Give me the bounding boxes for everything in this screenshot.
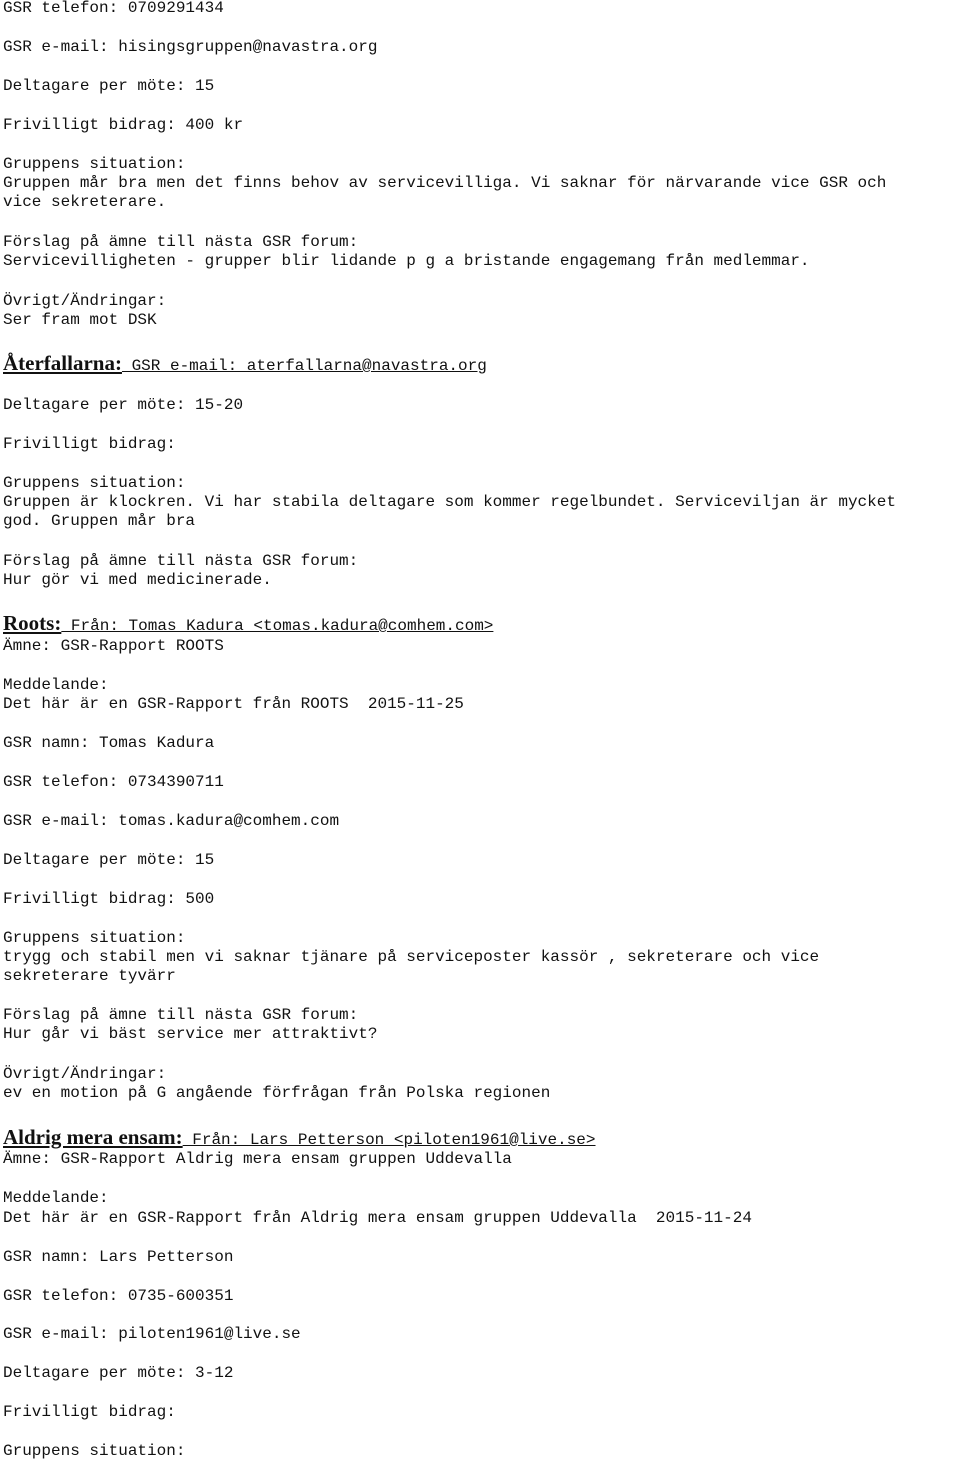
group-header-aldrig-mera-ensam (3, 1125, 596, 1150)
gsr-telefon: GSR telefon: 0735-600351 (3, 1287, 234, 1305)
gsr-email: GSR e-mail: piloten1961@live.se (3, 1325, 301, 1343)
situation-text: Gruppen är klockren. Vi har stabila deltagare som kommer regelbundet. Serviceviljan är mycket (3, 493, 896, 511)
fran-line: Från: Tomas Kadura <tomas.kadura@comhem.com> (61, 617, 494, 635)
frivilligt-bidrag: Frivilligt bidrag: 400 kr (3, 116, 244, 134)
gsr-email: GSR e-mail: tomas.kadura@comhem.com (3, 812, 340, 830)
frivilligt-bidrag: Frivilligt bidrag: (3, 1403, 176, 1421)
fran-line: Från: Lars Petterson <piloten1961@live.se> (182, 1131, 596, 1149)
amne-line: Ämne: GSR-Rapport Aldrig mera ensam gruppen Uddevalla (3, 1150, 512, 1168)
gsr-namn: GSR namn: Lars Petterson (3, 1248, 234, 1266)
ovrigt-text: ev en motion på G angående förfrågan från Polska regionen (3, 1084, 551, 1102)
forslag-text: Hur går vi bäst service mer attraktivt? (3, 1025, 378, 1043)
situation-text: trygg och stabil men vi saknar tjänare på serviceposter kassör , sekreterare och vice (3, 948, 820, 966)
gsr-namn: GSR namn: Tomas Kadura (3, 734, 215, 752)
group-header-roots (3, 611, 494, 636)
deltagare-per-mote: Deltagare per möte: 3-12 (3, 1364, 234, 1382)
gsr-telefon: GSR telefon: 0734390711 (3, 773, 224, 791)
gsr-telefon: GSR telefon: 0709291434 (3, 0, 224, 17)
situation-text: sekreterare tyvärr (3, 967, 176, 985)
meddelande-label: Meddelande: (3, 1189, 109, 1207)
situation-text: god. Gruppen mår bra (3, 512, 196, 530)
ovrigt-label: Övrigt/Ändringar: (3, 1065, 167, 1083)
forslag-label: Förslag på ämne till nästa GSR forum: (3, 233, 359, 251)
group-header-aterfallarna (3, 351, 487, 376)
frivilligt-bidrag: Frivilligt bidrag: (3, 435, 176, 453)
meddelande-text: Det här är en GSR-Rapport från ROOTS 2015-11-25 (3, 695, 464, 713)
situation-text: Gruppen mår bra men det finns behov av servicevilliga. Vi saknar för närvarande vice GSR och (3, 174, 887, 192)
forslag-text: Hur gör vi med medicinerade. (3, 571, 272, 589)
situation-label: Gruppens situation: (3, 1442, 186, 1460)
situation-text: vice sekreterare. (3, 193, 167, 211)
meddelande-text: Det här är en GSR-Rapport från Aldrig mera ensam gruppen Uddevalla 2015-11-24 (3, 1209, 752, 1227)
group-heading: Återfallarna: (3, 351, 122, 375)
deltagare-per-mote: Deltagare per möte: 15 (3, 77, 215, 95)
ovrigt-text: Ser fram mot DSK (3, 311, 157, 329)
deltagare-per-mote: Deltagare per möte: 15-20 (3, 396, 244, 414)
amne-line: Ämne: GSR-Rapport ROOTS (3, 637, 224, 655)
gsr-email: GSR e-mail: hisingsgruppen@navastra.org (3, 38, 378, 56)
gsr-email: GSR e-mail: aterfallarna@navastra.org (121, 357, 487, 375)
situation-label: Gruppens situation: (3, 474, 186, 492)
forslag-label: Förslag på ämne till nästa GSR forum: (3, 552, 359, 570)
frivilligt-bidrag: Frivilligt bidrag: 500 (3, 890, 215, 908)
forslag-text: Servicevilligheten - grupper blir lidande p g a bristande engagemang från medlemmar. (3, 252, 810, 270)
group-heading: Roots: (3, 611, 62, 635)
deltagare-per-mote: Deltagare per möte: 15 (3, 851, 215, 869)
situation-label: Gruppens situation: (3, 155, 186, 173)
ovrigt-label: Övrigt/Ändringar: (3, 292, 167, 310)
situation-label: Gruppens situation: (3, 929, 186, 947)
meddelande-label: Meddelande: (3, 676, 109, 694)
group-heading: Aldrig mera ensam: (3, 1125, 183, 1149)
forslag-label: Förslag på ämne till nästa GSR forum: (3, 1006, 359, 1024)
